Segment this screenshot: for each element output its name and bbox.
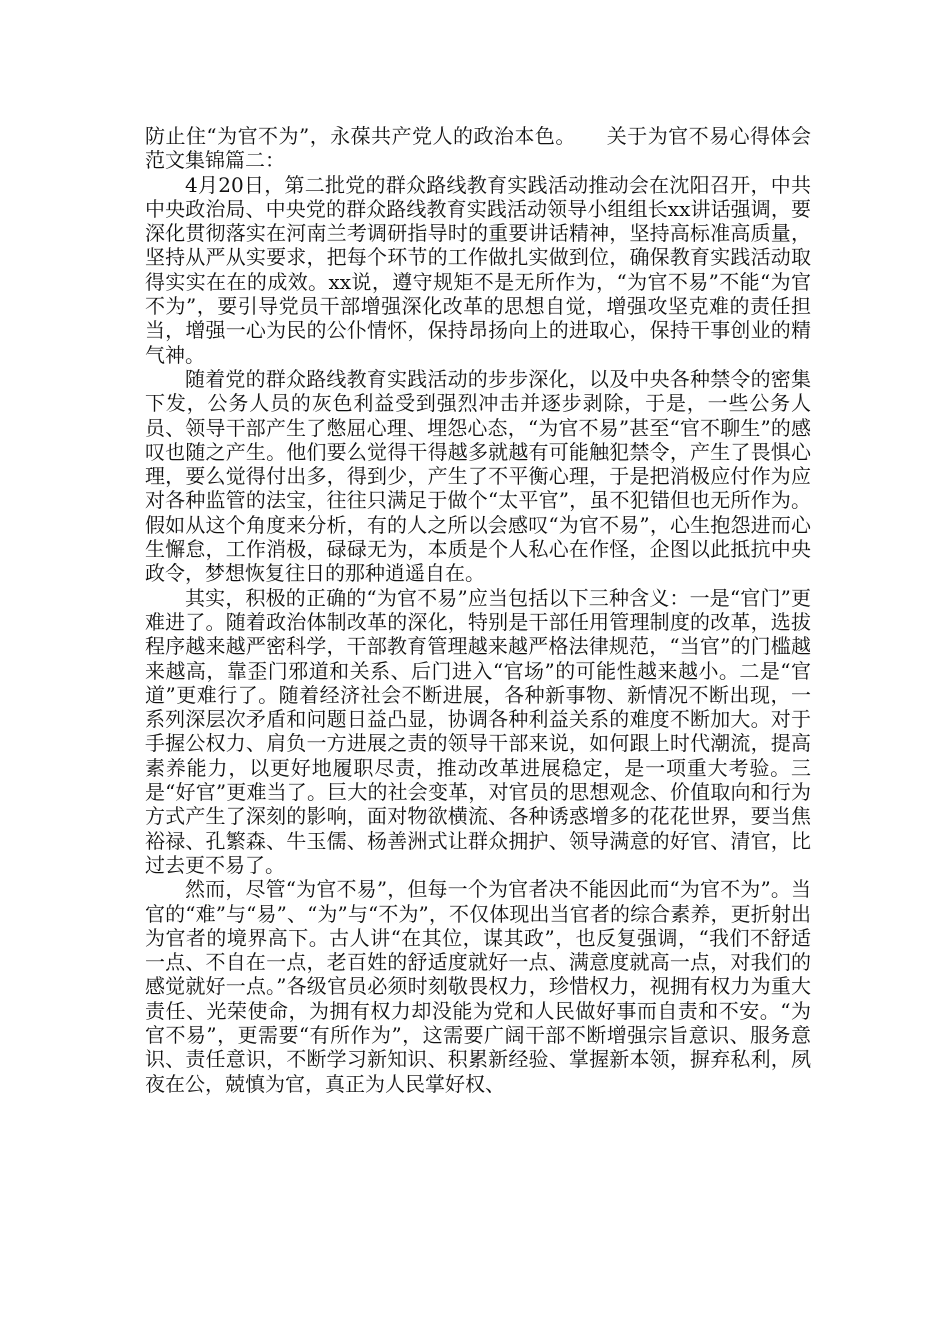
paragraph: 其实，积极的正确的“为官不易”应当包括以下三种含义：一是“官门”更难进了。随着政治体制改革的深化，特别是干部任用管理制度的改革，选拔程序越来越严密科学，干部教育管理越来越严格法律规范，“当官”的门槛越来越高，靠歪门邪道和关系、后门进入“官场”的可能性越来越小。二是“官道”更难行了。随着经济社会不断进展，各种新事物、新情况不断出现，一系列深层次矛盾和问题日益凸显，协调各种利益关系的难度不断加大。对于手握公权力、肩负一方进展之责的领导干部来说，如何跟上时代潮流，提高素养能力，以更好地履职尽责，推动改革进展稳定，是一项重大考验。三是“好官”更难当了。巨大的社会变革，对官员的思想观念、价值取向和行为方式产生了深刻的影响，面对物欲横流、各种诱惑增多的花花世界，要当焦裕禄、孔繁森、牛玉儒、杨善洲式让群众拥护、领导满意的好官、清官，比过去更不易了。 xyxy=(145,585,811,877)
paragraph: 随着党的群众路线教育实践活动的步步深化，以及中央各种禁令的密集下发，公务人员的灰色利益受到强烈冲击并逐步剥除，于是，一些公务人员、领导干部产生了憋屈心理、埋怨心态，“为官不易”甚至“官不聊生”的感叹也随之产生。他们要么觉得干得越多就越有可能触犯禁令，产生了畏惧心理，要么觉得付出多，得到少，产生了不平衡心理，于是把消极应付作为应对各种监管的法宝，往往只满足于做个“太平官”，虽不犯错但也无所作为。假如从这个角度来分析，有的人之所以会感叹“为官不易”，心生抱怨进而心生懈怠，工作消极，碌碌无为，本质是个人私心在作怪，企图以此抵抗中央政令，梦想恢复往日的那种逍遥自在。 xyxy=(145,366,811,586)
paragraph: 然而，尽管“为官不易”，但每一个为官者决不能因此而“为官不为”。当官的“难”与“易”、“为”与“不为”，不仅体现出当官者的综合素养，更折射出为官者的境界高下。古人讲“在其位，谋其政”，也反复强调，“我们不舒适一点、不自在一点，老百姓的舒适度就好一点、满意度就高一点，对我们的感觉就好一点。”各级官员必须时刻敬畏权力，珍惜权力，视拥有权力为重大责任、光荣使命，为拥有权力却没能为党和人民做好事而自责和不安。“为官不易”，更需要“有所作为”，这需要广阔干部不断增强宗旨意识、服务意识、责任意识，不断学习新知识、积累新经验、掌握新本领，摒弃私利，夙夜在公，兢慎为官，真正为人民掌好权、 xyxy=(145,877,811,1096)
document-body xyxy=(145,124,811,1096)
paragraph: 4月20日，第二批党的群众路线教育实践活动推动会在沈阳召开，中共中央政治局、中央党的群众路线教育实践活动领导小组组长xx讲话强调，要深化贯彻落实在河南兰考调研指导时的重要讲话精神，坚持高标准高质量，坚持从严从实要求，把每个环节的工作做扎实做到位，确保教育实践活动取得实实在在的成效。xx说，遵守规矩不是无所作为，“为官不易”不能“为官不为”，要引导党员干部增强深化改革的思想自觉，增强攻坚克难的责任担当，增强一心为民的公仆情怀，保持昂扬向上的进取心，保持干事创业的精气神。 xyxy=(145,172,811,367)
paragraph-continuation: 防止住“为官不为”，永葆共产党人的政治本色。 关于为官不易心得体会范文集锦篇二： xyxy=(145,124,811,173)
